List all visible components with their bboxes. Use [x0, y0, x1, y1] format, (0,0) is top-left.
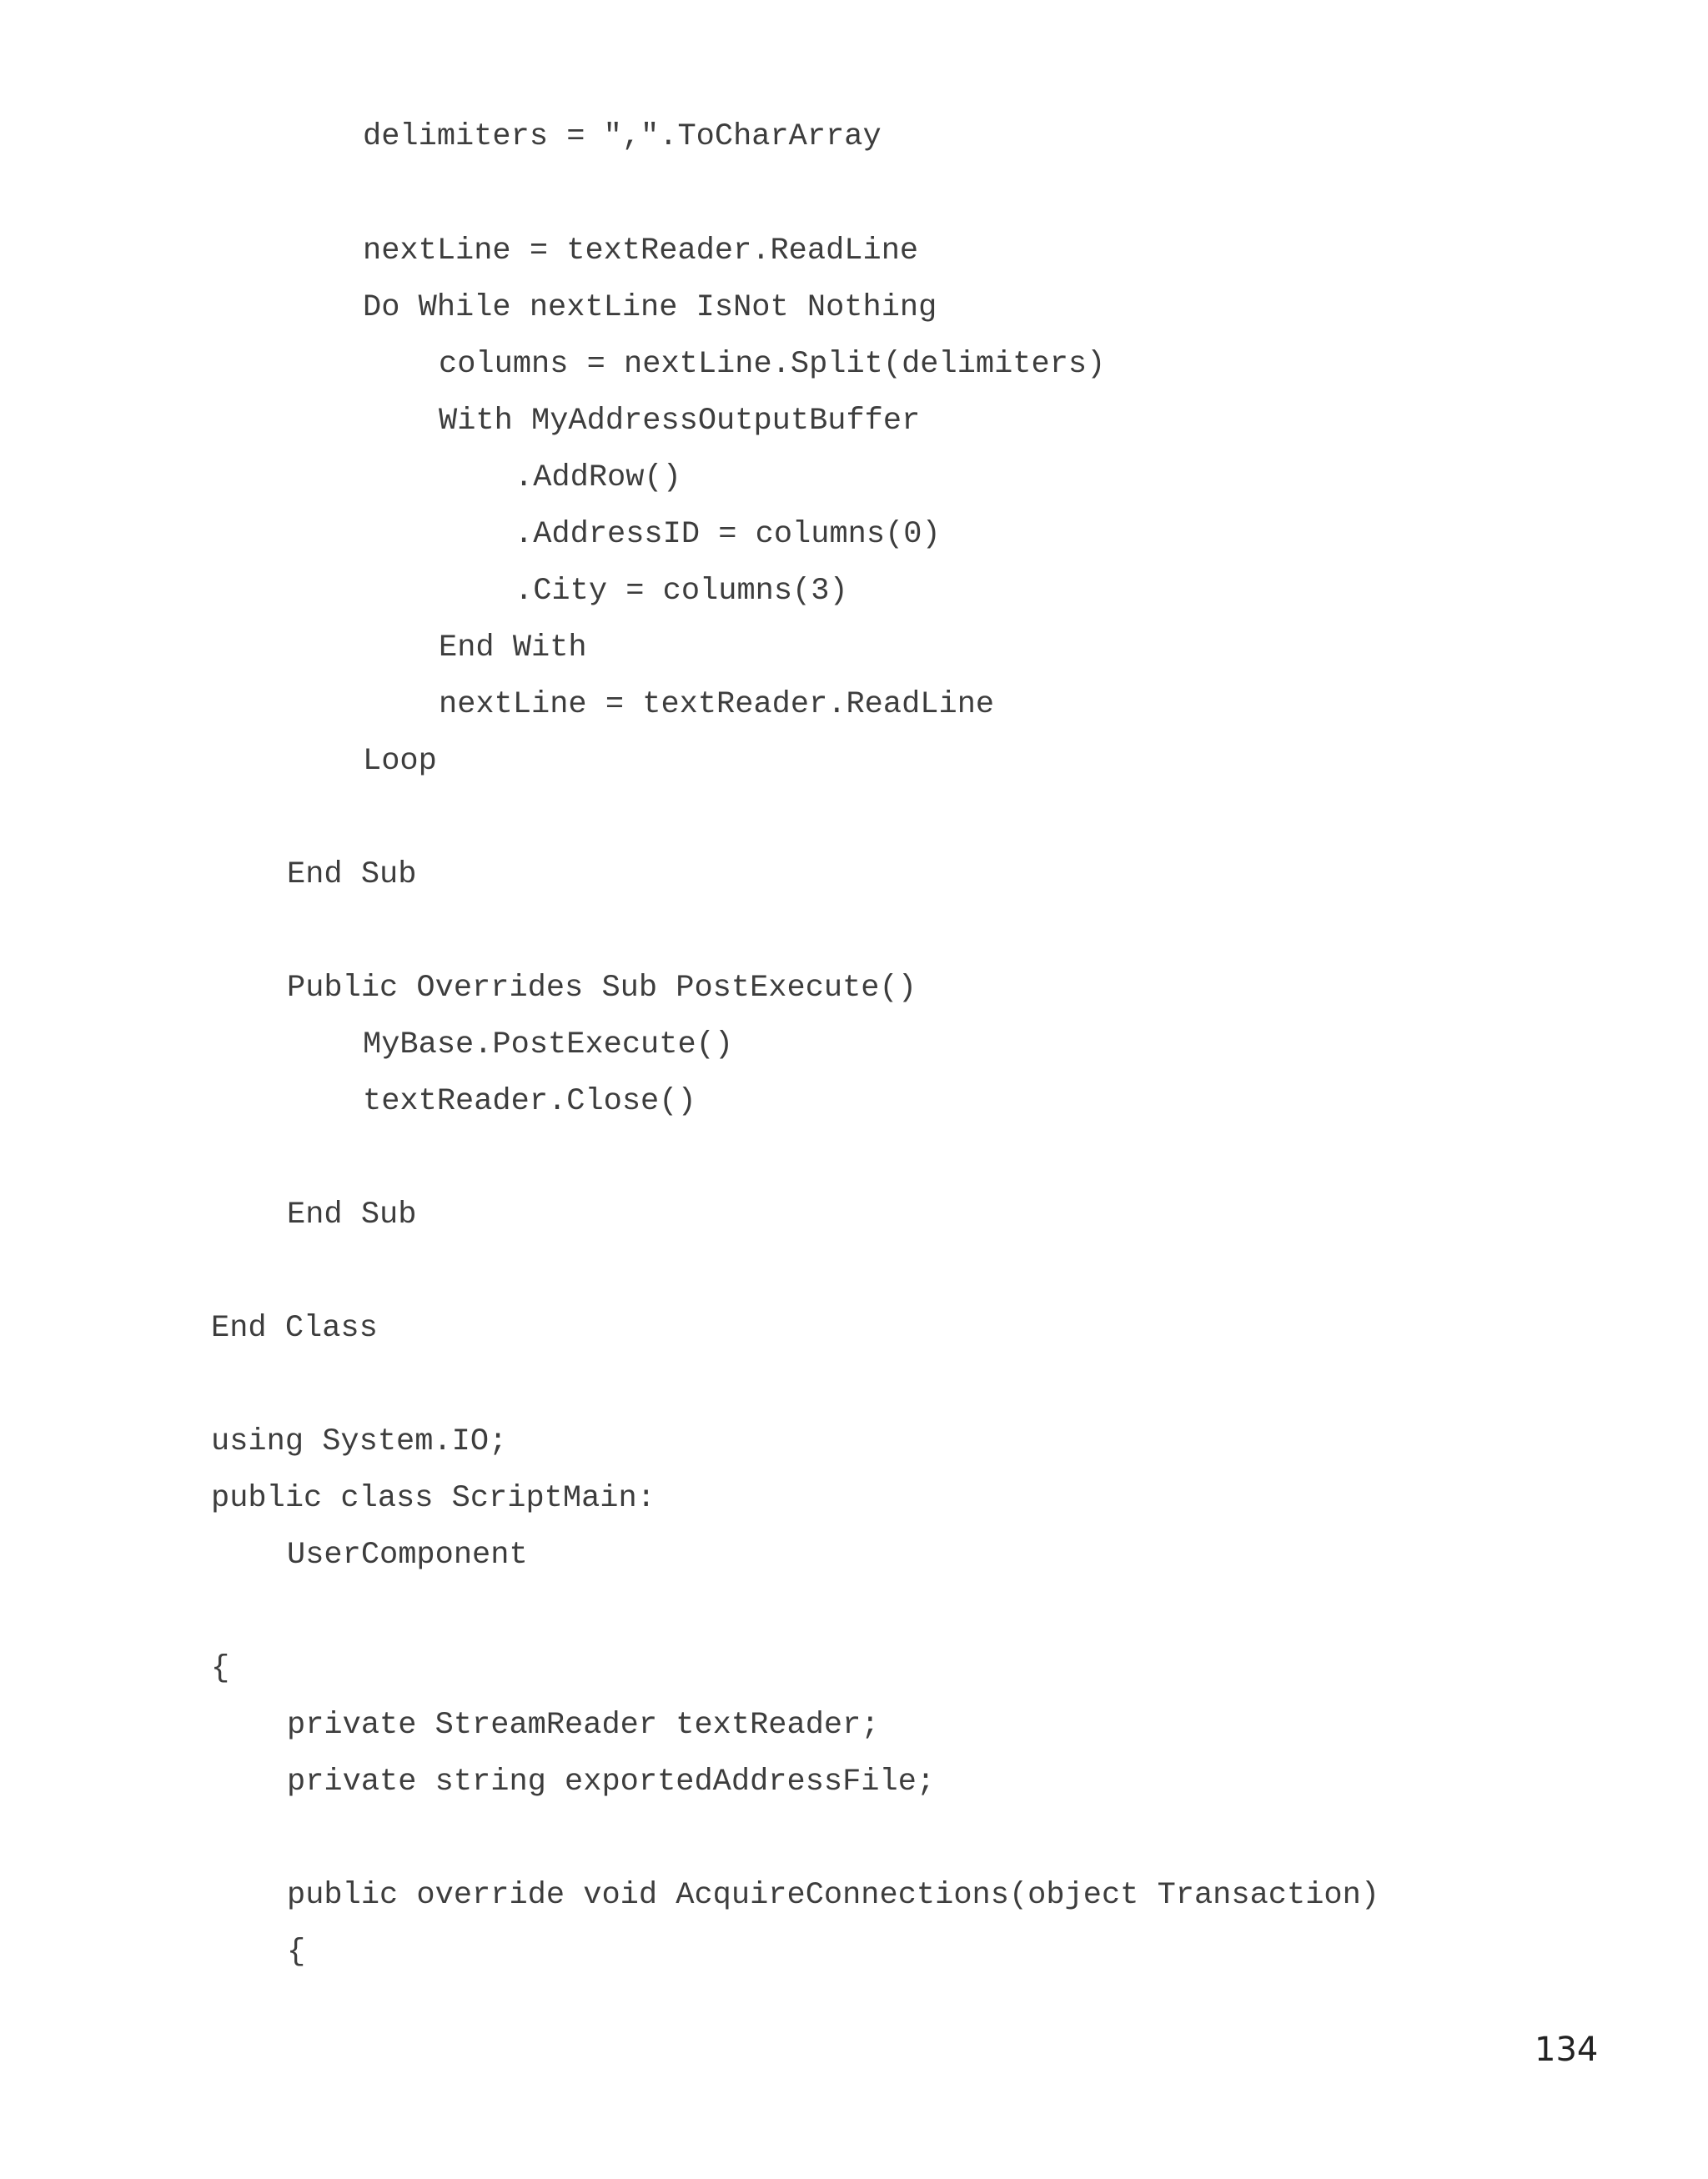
code-line: .City = columns(3) [515, 574, 848, 609]
code-line: .AddressID = columns(0) [515, 517, 941, 552]
code-line: textReader.Close() [363, 1084, 696, 1119]
code-line: With MyAddressOutputBuffer [439, 404, 921, 439]
code-line: MyBase.PostExecute() [363, 1027, 734, 1062]
code-line: using System.IO; [211, 1424, 508, 1459]
code-line: End With [439, 630, 587, 665]
code-line: Do While nextLine IsNot Nothing [363, 290, 937, 325]
code-line: End Sub [287, 857, 417, 892]
code-line: UserComponent [287, 1538, 528, 1573]
code-line: .AddRow() [515, 460, 681, 495]
code-line: End Class [211, 1311, 378, 1346]
page-number: 134 [1535, 2031, 1599, 2069]
code-line: public override void AcquireConnections(object Transaction) [287, 1878, 1380, 1913]
code-line: { [211, 1651, 230, 1686]
code-line: Public Overrides Sub PostExecute() [287, 971, 917, 1006]
code-line: delimiters = ",".ToCharArray [363, 119, 882, 154]
code-line: public class ScriptMain: [211, 1481, 656, 1516]
code-line: nextLine = textReader.ReadLine [363, 233, 919, 269]
code-line: nextLine = textReader.ReadLine [439, 687, 995, 722]
code-line: private string exportedAddressFile; [287, 1765, 936, 1800]
code-line: columns = nextLine.Split(delimiters) [439, 347, 1106, 382]
code-line: private StreamReader textReader; [287, 1708, 880, 1743]
code-line: { [287, 1935, 306, 1970]
code-line: Loop [363, 744, 437, 779]
code-line: End Sub [287, 1197, 417, 1233]
